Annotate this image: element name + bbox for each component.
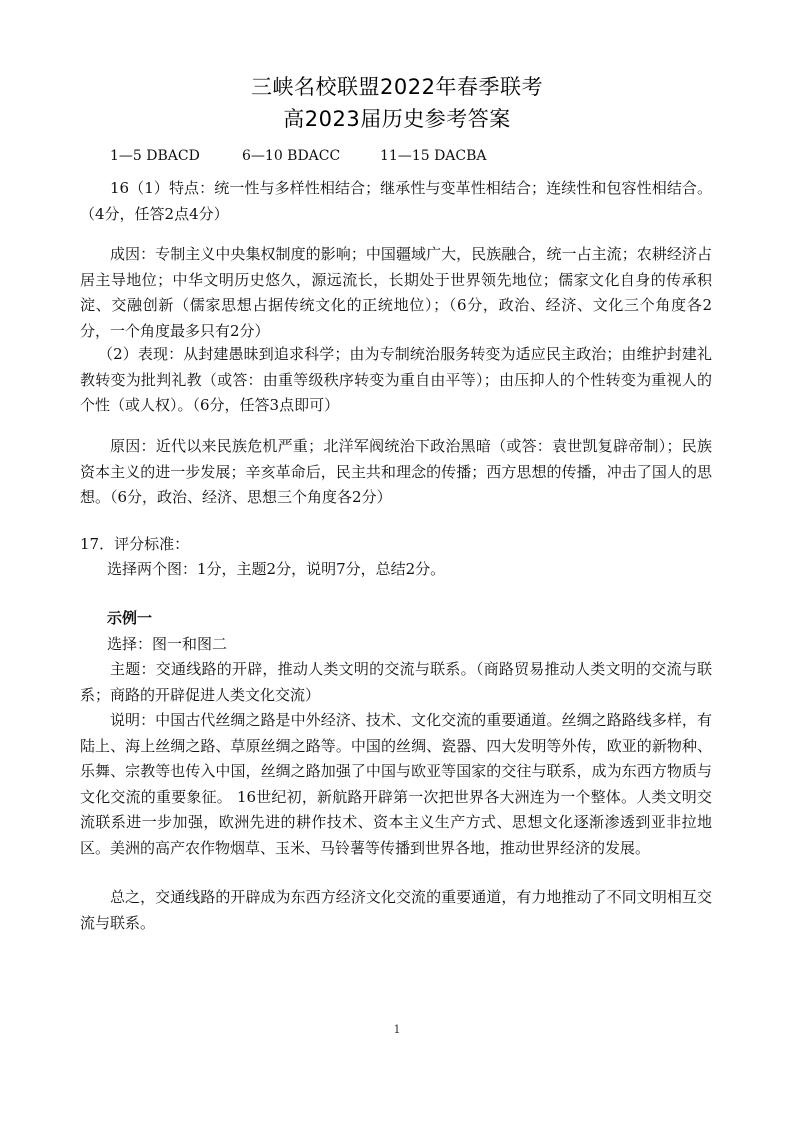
page-number: 1 [393,1023,401,1036]
document-title: 三峡名校联盟2022年春季联考 [251,75,543,99]
q16-part1-features: 16（1）特点：统一性与多样性相结合；继承性与变革性相结合；连续性和包容性相结合。（4分，任答2点4分） [80,179,712,223]
q17-heading: 17．评分标准： [80,535,190,553]
example-title: 示例一 [107,609,153,627]
answers-11-15: 11—15 DACBA [380,148,487,164]
example-explanation: 说明：中国古代丝绸之路是中外经济、技术、文化交流的重要通道。丝绸之路路线多样，有陆上、海上丝绸之路、草原丝绸之路等。中国的丝绸、瓷器、四大发明等外传，欧亚的新物种、乐舞、宗教等也传入中国，丝绸之路加强了中国与欧亚等国家的交往与联系，成为东西方物质与文化交流的重要象征。 16世纪初，新航路开辟第一次把世界各大洲连为一个整体。人类文明交流联系进一步加强，欧洲先进的耕作技术、资本主义生产方式、思想文化逐渐渗透到亚非拉地区。美洲的高产农作物烟草、玉米、马铃薯等传播到世界各地，推动世界经济的发展。 [80,711,712,857]
answers-6-10: 6—10 BDACC [242,148,341,164]
q17-scoring-standard: 选择两个图：1分，主题2分，说明7分，总结2分。 [107,560,446,578]
example-selection: 选择：图一和图二 [107,635,228,653]
answers-1-5: 1—5 DBACD [110,148,200,164]
q16-part2-reasons: 原因：近代以来民族危机严重；北洋军阀统治下政治黑暗（或答：袁世凯复辟帝制）；民族资本主义的进一步发展；辛亥革命后，民主共和理念的传播；西方思想的传播，冲击了国人的思想。（6分，政治、经济、思想三个角度各2分） [80,437,712,506]
q16-part2-manifestation: （2）表现：从封建愚昧到追求科学；由为专制统治服务转变为适应民主政治；由维护封建礼教转变为批判礼教（或答：由重等级秩序转变为重自由平等）；由压抑人的个性转变为重视人的个性（或人权）。（6分，任答3点即可） [80,345,712,414]
example-theme: 主题：交通线路的开辟，推动人类文明的交流与联系。（商路贸易推动人类文明的交流与联系；商路的开辟促进人类文化交流） [80,660,712,704]
q16-part1-causes: 成因：专制主义中央集权制度的影响；中国疆域广大，民族融合，统一占主流；农耕经济占居主导地位；中华文明历史悠久，源远流长，长期处于世界领先地位；儒家文化自身的传承积淀、交融创新（儒家思想占据传统文化的正统地位）；（6分，政治、经济、文化三个角度各2分，一个角度最多只有2分） [80,245,712,340]
example-summary: 总之，交通线路的开辟成为东西方经济文化交流的重要通道，有力地推动了不同文明相互交流与联系。 [80,888,712,932]
document-subtitle: 高2023届历史参考答案 [283,107,511,131]
